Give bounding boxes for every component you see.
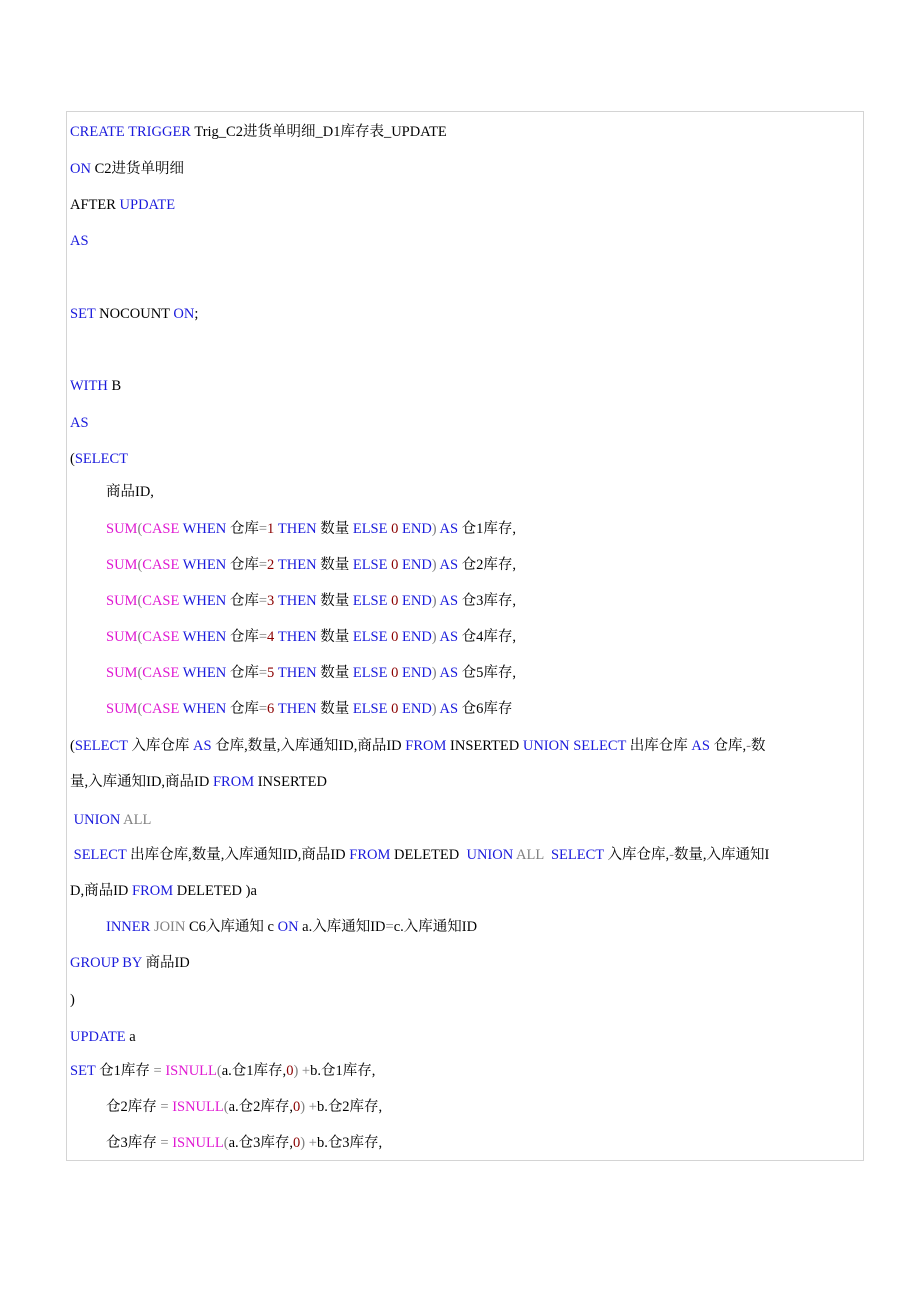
code-token: (	[137, 701, 143, 717]
code-token: ELSE	[352, 629, 388, 645]
code-token: WHEN	[182, 665, 227, 681]
code-token: INNER	[106, 919, 151, 935]
code-token: )	[70, 992, 75, 1008]
code-token: =	[160, 1135, 169, 1151]
code-line	[70, 881, 257, 901]
code-token: 量,入库通知ID,商品ID	[70, 774, 213, 790]
code-token: )	[431, 665, 437, 681]
code-token: END	[401, 701, 432, 717]
code-token: 数量	[316, 521, 353, 537]
code-token: INSERTED	[254, 774, 327, 790]
code-token: )	[300, 1135, 306, 1151]
code-token: 数量	[316, 665, 353, 681]
code-token: ELSE	[352, 701, 388, 717]
code-token: WHEN	[182, 629, 227, 645]
code-token: AS	[439, 521, 459, 537]
code-token: )	[293, 1063, 299, 1079]
code-token: =	[160, 1099, 169, 1115]
code-token: ALL	[123, 812, 152, 828]
code-token: 0	[391, 665, 399, 681]
code-token: WHEN	[182, 701, 227, 717]
code-token: 仓库	[226, 557, 259, 573]
code-token: )	[431, 629, 437, 645]
code-token: (	[216, 1063, 222, 1079]
code-token: SELECT	[74, 738, 128, 754]
code-line	[106, 555, 516, 575]
code-token: ELSE	[352, 665, 388, 681]
code-token: C6入库通知 c	[185, 919, 278, 935]
code-token: SUM	[106, 521, 138, 537]
code-token: 6	[267, 701, 275, 717]
code-token: )	[300, 1099, 306, 1115]
code-token: 仓1库存	[95, 1063, 154, 1079]
code-token: 1	[267, 521, 275, 537]
code-token: =	[258, 521, 268, 537]
code-token: (	[137, 521, 143, 537]
code-token: AS	[193, 738, 212, 754]
code-token: SUM	[106, 701, 138, 717]
code-token: 5	[267, 665, 275, 681]
code-token: 仓4库存,	[458, 629, 517, 645]
code-token: b.仓3库存,	[316, 1135, 383, 1151]
code-token: )	[431, 701, 437, 717]
code-block	[66, 111, 864, 1161]
code-token: ON	[173, 306, 195, 322]
code-token: a.仓2库存,	[228, 1099, 294, 1115]
code-token: AS	[439, 557, 459, 573]
code-line	[106, 1133, 382, 1153]
code-token: 仓库	[226, 629, 259, 645]
code-line	[70, 231, 89, 251]
code-token: (	[137, 593, 143, 609]
code-token: -	[669, 847, 674, 863]
code-token: CASE	[142, 593, 180, 609]
code-token: FROM	[405, 738, 447, 754]
code-token: WHEN	[182, 593, 227, 609]
code-line	[70, 845, 769, 865]
code-token: ISNULL	[165, 1063, 217, 1079]
code-token: 入库仓库,	[603, 847, 670, 863]
code-line	[70, 953, 190, 973]
code-token: AS	[439, 701, 459, 717]
code-token: c.入库通知ID	[393, 919, 478, 935]
code-token: D,商品ID	[70, 883, 133, 899]
code-token: (	[137, 557, 143, 573]
code-token: AS	[691, 738, 710, 754]
code-line	[70, 376, 121, 396]
code-token: SUM	[106, 665, 138, 681]
code-token: SUM	[106, 593, 138, 609]
code-token: UPDATE	[119, 197, 176, 213]
code-token: (	[137, 629, 143, 645]
code-token: Trig_C2进货单明细_D1库存表_UPDATE	[190, 124, 447, 140]
code-token: THEN	[277, 521, 317, 537]
code-token: 数量,入库通知I	[673, 847, 770, 863]
code-token: CASE	[142, 701, 180, 717]
code-token: 2	[267, 557, 275, 573]
code-token: 0	[391, 701, 399, 717]
code-token: 商品ID,	[106, 484, 154, 500]
code-token: 出库仓库,数量,入库通知ID,商品ID	[126, 847, 350, 863]
code-token: a.仓3库存,	[228, 1135, 294, 1151]
code-line	[106, 663, 516, 683]
code-token: a	[125, 1029, 136, 1045]
code-token: AFTER	[70, 197, 120, 213]
code-token: THEN	[277, 701, 317, 717]
code-token: 商品ID	[141, 955, 190, 971]
code-line	[70, 449, 128, 469]
code-token: SELECT	[74, 451, 129, 467]
code-line	[106, 519, 516, 539]
code-token: THEN	[277, 593, 317, 609]
code-token: END	[401, 665, 432, 681]
code-token: (	[223, 1099, 229, 1115]
code-token: 数量	[316, 557, 353, 573]
code-token: SUM	[106, 629, 138, 645]
code-token: =	[258, 593, 268, 609]
code-token: ELSE	[352, 557, 388, 573]
code-line	[106, 699, 512, 719]
code-token: THEN	[277, 629, 317, 645]
code-token: CASE	[142, 521, 180, 537]
code-token: DELETED )a	[173, 883, 257, 899]
code-token: ELSE	[352, 521, 388, 537]
code-token: 3	[267, 593, 275, 609]
code-token: ALL	[516, 847, 544, 863]
code-token: 出库仓库	[626, 738, 692, 754]
code-token: UPDATE	[70, 1029, 126, 1045]
code-token: WHEN	[182, 557, 227, 573]
code-token: =	[258, 665, 268, 681]
code-token: END	[401, 521, 432, 537]
code-token: 数量	[316, 701, 353, 717]
code-token: =	[258, 557, 268, 573]
code-token: 仓3库存	[106, 1135, 161, 1151]
code-token: (	[70, 738, 75, 754]
code-line	[106, 482, 154, 502]
code-token: 0	[391, 593, 399, 609]
code-token: SELECT	[550, 847, 604, 863]
code-token: 4	[267, 629, 275, 645]
code-line	[70, 1061, 375, 1081]
code-line	[70, 413, 89, 433]
code-token: 仓库	[226, 521, 259, 537]
code-token: CASE	[142, 665, 180, 681]
code-line	[70, 159, 184, 179]
code-line	[70, 304, 198, 324]
code-token: 仓5库存,	[458, 665, 517, 681]
code-token: ISNULL	[172, 1099, 224, 1115]
code-token: 仓库	[226, 701, 259, 717]
code-token: (	[137, 665, 143, 681]
code-token: =	[385, 919, 394, 935]
code-token: -	[746, 738, 751, 754]
code-token: THEN	[277, 665, 317, 681]
code-token: END	[401, 629, 432, 645]
code-token: 0	[286, 1063, 294, 1079]
code-token: )	[431, 593, 437, 609]
code-token: 仓2库存	[106, 1099, 161, 1115]
code-line	[106, 917, 477, 937]
code-token: 仓3库存,	[458, 593, 517, 609]
code-token: =	[258, 629, 268, 645]
code-token: 0	[293, 1135, 301, 1151]
code-token: b.仓2库存,	[316, 1099, 383, 1115]
code-token: AS	[439, 665, 459, 681]
code-line	[106, 627, 516, 647]
code-token: 仓1库存,	[458, 521, 517, 537]
code-line	[70, 736, 766, 756]
code-token: FROM	[212, 774, 255, 790]
code-line	[106, 1097, 382, 1117]
code-token: FROM	[349, 847, 391, 863]
code-token: a.入库通知ID	[298, 919, 386, 935]
code-token: ISNULL	[172, 1135, 224, 1151]
code-token: FROM	[132, 883, 174, 899]
code-token: SET	[70, 1063, 96, 1079]
code-token: 仓库,	[709, 738, 747, 754]
code-token: WITH	[70, 378, 108, 394]
code-token: WHEN	[182, 521, 227, 537]
code-token: NOCOUNT	[95, 306, 174, 322]
code-token: (	[70, 451, 75, 467]
code-token: AS	[439, 629, 459, 645]
code-token: 仓库	[226, 665, 259, 681]
code-token: 0	[391, 557, 399, 573]
code-token: )	[431, 557, 437, 573]
code-token: 数量	[316, 629, 353, 645]
code-token: UNION SELECT	[522, 738, 627, 754]
code-token: 入库仓库	[127, 738, 193, 754]
code-token: (	[223, 1135, 229, 1151]
code-token: DELETED	[390, 847, 467, 863]
code-token: INSERTED	[446, 738, 523, 754]
code-token: GROUP BY	[70, 955, 142, 971]
code-line	[70, 195, 175, 215]
code-line	[70, 810, 151, 830]
code-line	[70, 1027, 136, 1047]
code-token: AS	[70, 415, 89, 431]
code-token: THEN	[277, 557, 317, 573]
code-token	[544, 847, 551, 863]
code-token: 0	[391, 521, 399, 537]
code-token: B	[107, 378, 122, 394]
code-line	[106, 591, 516, 611]
code-token: AS	[439, 593, 459, 609]
code-token: +	[308, 1135, 317, 1151]
code-token: CREATE TRIGGER	[70, 124, 191, 140]
code-token: END	[401, 593, 432, 609]
code-line	[70, 990, 75, 1010]
code-token: 仓库	[226, 593, 259, 609]
code-line	[70, 772, 327, 792]
code-token: 数	[751, 738, 766, 754]
code-token: ON	[277, 919, 299, 935]
code-token: =	[153, 1063, 162, 1079]
code-token: 0	[391, 629, 399, 645]
code-token: +	[308, 1099, 317, 1115]
code-token: SELECT	[73, 847, 127, 863]
code-token: C2进货单明细	[90, 161, 184, 177]
code-token: 0	[293, 1099, 301, 1115]
code-token: 数量	[316, 593, 353, 609]
code-token: +	[301, 1063, 311, 1079]
code-token: AS	[70, 233, 89, 249]
code-token: =	[258, 701, 268, 717]
code-token: CASE	[142, 629, 180, 645]
code-token: ;	[194, 306, 199, 322]
code-token: )	[431, 521, 437, 537]
code-token: ON	[70, 161, 91, 177]
code-line	[70, 122, 447, 142]
code-token: 仓库,数量,入库通知ID,商品ID	[211, 738, 406, 754]
code-token: 仓2库存,	[458, 557, 517, 573]
code-token: SET	[70, 306, 96, 322]
code-token: 仓6库存	[458, 701, 513, 717]
code-token: UNION	[466, 847, 514, 863]
code-token: UNION	[73, 812, 121, 828]
code-token: JOIN	[153, 919, 186, 935]
code-token: END	[401, 557, 432, 573]
code-token: ELSE	[352, 593, 388, 609]
code-token: SUM	[106, 557, 138, 573]
code-token: b.仓1库存,	[310, 1063, 376, 1079]
code-token: a.仓1库存,	[221, 1063, 287, 1079]
code-token: CASE	[142, 557, 180, 573]
